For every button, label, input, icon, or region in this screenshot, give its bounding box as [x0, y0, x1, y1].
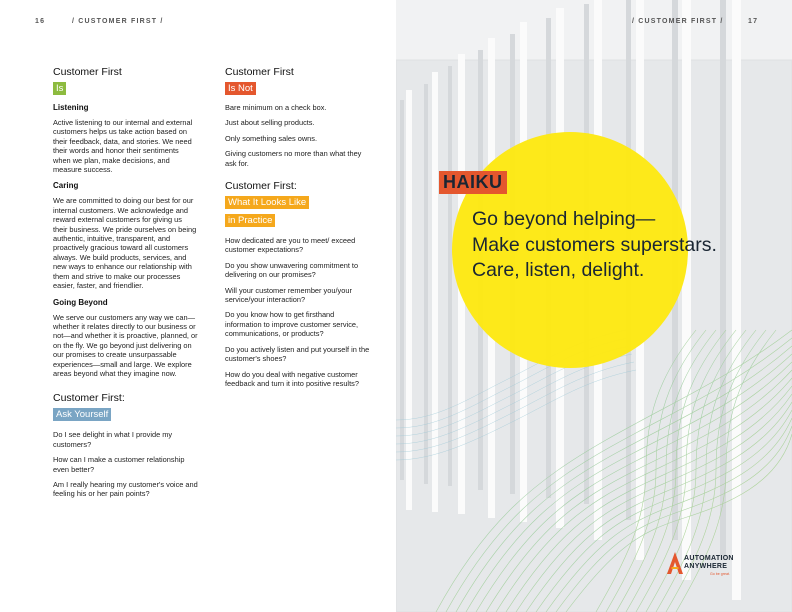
caring-paragraph: We are committed to doing our best for our internal customers. We acknowledge and reward external customers for giving us their business. We pride ourselves on being authentic, intuitive, transparent, and proactively gracious toward all customers always. We build products, services, and new ways to enhance our relationship with them and strive to make our processes easier, faster, and friendlier. — [53, 196, 197, 291]
listening-heading: Listening — [53, 103, 89, 112]
logo-a-icon — [666, 551, 684, 575]
haiku-line: Make customers superstars. — [472, 233, 717, 256]
running-head-left: / CUSTOMER FIRST / — [72, 18, 164, 25]
logo-tagline: Go be great. — [710, 572, 730, 576]
page-number-left: 16 — [35, 18, 46, 25]
is-not-item: Just about selling products. — [225, 118, 315, 128]
is-section-title: Customer First — [53, 66, 122, 78]
practice-item: Do you know how to get firsthand information to improve customer service, communications, or products? — [225, 310, 359, 339]
middle-column — [225, 66, 370, 394]
practice-section-title: Customer First: — [225, 180, 297, 193]
haiku-label: HAIKU — [439, 171, 507, 194]
is-not-tag: Is Not — [225, 82, 256, 95]
automation-anywhere-logo — [666, 551, 756, 581]
caring-heading: Caring — [53, 181, 79, 191]
is-not-section-title: Customer First — [225, 66, 294, 78]
ask-item: Am I really hearing my customer's voice and feeling his or her pain points? — [53, 479, 198, 499]
listening-paragraph: Active listening to our internal and external customers helps us take action based on their feedback, data, and stories. We need their words and honor their sentiments when we plan, make decisions, and measure success. — [53, 118, 193, 175]
practice-item: Will your customer remember you/your service/your interaction? — [225, 285, 352, 305]
logo-line2: ANYWHERE — [684, 563, 728, 570]
is-not-item: Giving customers no more than what they ask for. — [225, 149, 362, 168]
running-head-right: / CUSTOMER FIRST / — [632, 18, 724, 25]
practice-item: How do you deal with negative customer feedback and turn it into positive results? — [225, 369, 359, 388]
ask-item: How can I make a customer relationship even better? — [53, 455, 185, 474]
ask-section-title: Customer First: — [53, 392, 125, 405]
haiku-line: Go beyond helping— — [472, 208, 656, 230]
haiku-line: Care, listen, delight. — [472, 259, 645, 281]
left-column — [53, 66, 198, 505]
practice-tag-line2: in Practice — [225, 214, 275, 227]
practice-item: Do you actively listen and put yourself in the customer's shoes? — [225, 344, 370, 364]
practice-item: How dedicated are you to meet/ exceed customer expectations? — [225, 236, 356, 255]
logo-wordmark — [684, 555, 734, 571]
practice-tag-line1: What It Looks Like — [225, 196, 309, 209]
is-not-item: Only something sales owns. — [225, 133, 318, 143]
page-number-right: 17 — [748, 18, 759, 25]
practice-item: Do you show unwavering commitment to delivering on our promises? — [225, 260, 359, 280]
right-page — [396, 0, 792, 612]
logo-line1: AUTOMATION — [684, 555, 734, 562]
ask-yourself-tag: Ask Yourself — [53, 408, 111, 421]
going-beyond-heading: Going Beyond — [53, 297, 108, 307]
is-not-item: Bare minimum on a check box. — [225, 103, 327, 112]
haiku-text — [472, 207, 772, 284]
is-tag: Is — [53, 82, 66, 95]
going-beyond-paragraph: We serve our customers any way we can—whether it relates directly to our business or not—and whether it is proactive, planned, or on the fly. We go beyond just delivering on our promises to create unsurpassable experiences—small and large. We explore areas beyond what they imagine now. — [53, 312, 198, 378]
ask-item: Do I see delight in what I provide my customers? — [53, 430, 173, 449]
